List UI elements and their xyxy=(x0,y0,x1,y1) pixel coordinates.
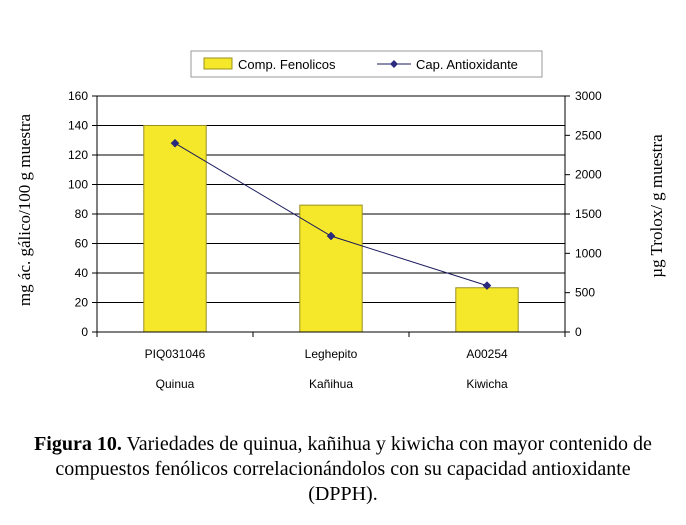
left-tick-label: 120 xyxy=(67,148,88,162)
bar-a00254 xyxy=(456,288,518,332)
left-tick-label: 40 xyxy=(74,266,88,280)
right-tick-label: 2000 xyxy=(575,167,602,182)
legend-label-line: Cap. Antioxidante xyxy=(416,57,518,72)
right-tick-label: 2500 xyxy=(575,128,602,143)
bar-leghepito xyxy=(300,205,362,332)
caption-label: Figura 10. xyxy=(34,433,122,455)
category-label: PIQ031046 xyxy=(144,347,206,361)
left-tick-label: 0 xyxy=(81,325,88,339)
figure-caption xyxy=(20,432,666,507)
left-tick-label: 140 xyxy=(67,118,88,133)
left-tick-label: 80 xyxy=(74,207,88,221)
category-labels xyxy=(145,347,508,391)
subcategory-label: Quinua xyxy=(155,377,195,391)
subcategory-label: Kañihua xyxy=(308,377,354,391)
legend-swatch-bar xyxy=(204,58,232,69)
caption-text: Variedades de quinua, kañihua y kiwicha con mayor contenido de compuestos fenólicos correlacionándolos con su capacidad antioxidante (DPPH). xyxy=(55,433,652,505)
right-tick-label: 3000 xyxy=(575,89,602,103)
category-label: Leghepito xyxy=(304,347,358,361)
right-tick-label: 0 xyxy=(575,325,582,339)
left-tick-label: 160 xyxy=(67,89,88,103)
legend xyxy=(191,51,542,77)
category-label: A00254 xyxy=(466,347,508,361)
legend-label-bar: Comp. Fenolicos xyxy=(238,57,336,72)
right-tick-label: 1500 xyxy=(575,207,602,221)
right-tick-label: 500 xyxy=(575,285,596,300)
right-axis-label: µg Trolox/ g muestra xyxy=(647,134,666,278)
left-axis-label: mg ác. gálico/100 g muestra xyxy=(15,113,34,307)
bars xyxy=(144,126,518,333)
left-tick-label: 20 xyxy=(74,295,88,310)
subcategory-label: Kiwicha xyxy=(466,377,508,391)
right-tick-label: 1000 xyxy=(575,246,602,261)
left-tick-label: 60 xyxy=(74,236,88,251)
left-tick-label: 100 xyxy=(67,177,88,192)
